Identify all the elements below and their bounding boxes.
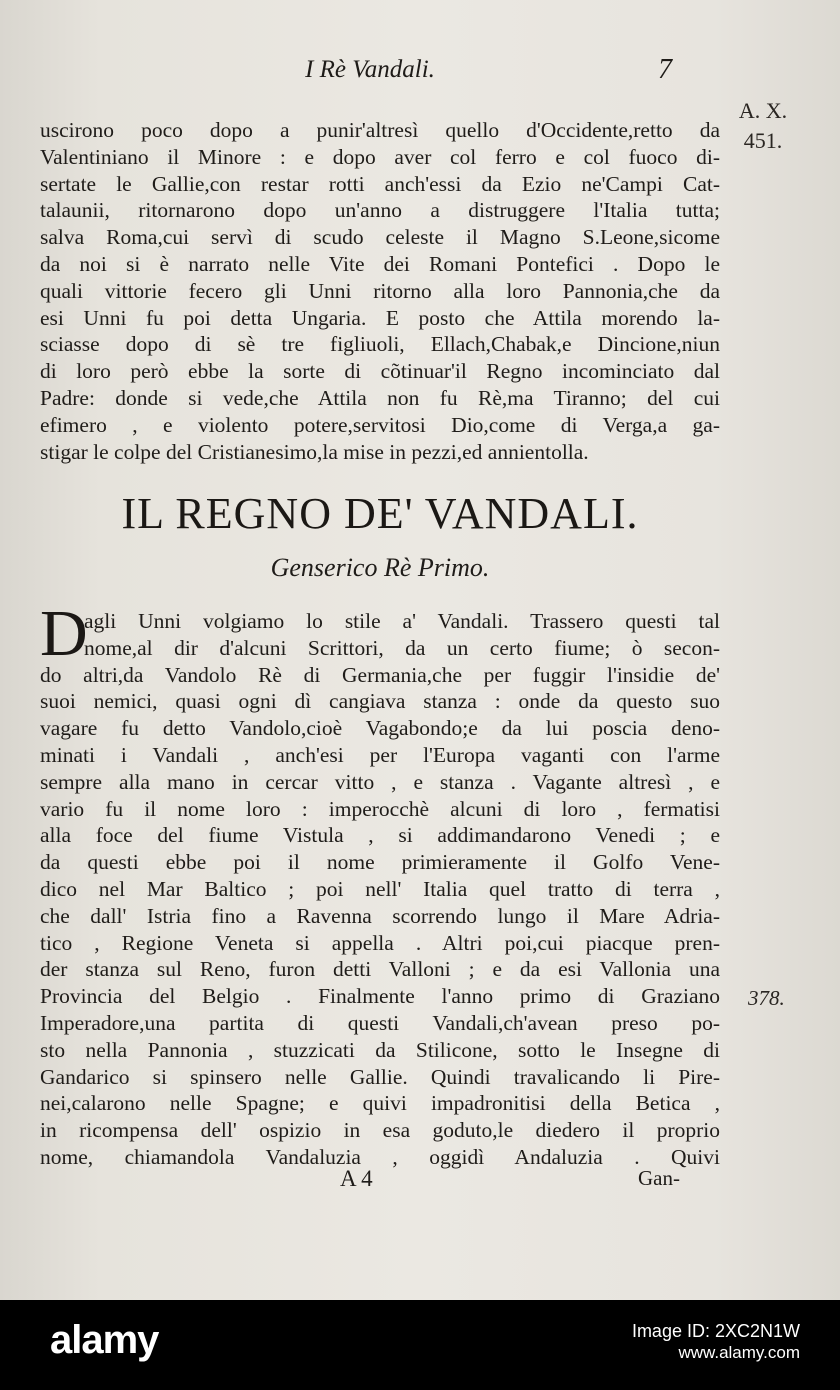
text-line: in ricompensa dell' ospizio in esa goduto,le diedero il proprio (40, 1118, 720, 1143)
text-line: nei,calarono nelle Spagne; e quivi impadronitisi della Betica , (40, 1091, 720, 1116)
text-line: nome, chiamandola Vandaluzia , oggidì Andaluzia . Quivi (40, 1144, 720, 1169)
margin-note-year (728, 96, 798, 156)
text-line: uscirono poco dopo a punir'altresì quello d'Occidente,retto da (40, 118, 720, 142)
text-line: sertate le Gallie,con restar rotti anch'essi da Ezio ne'Campi Cat- (40, 171, 720, 196)
text-line: stigar le colpe del Cristianesimo,la mise in pezzi,ed annientolla. (40, 439, 589, 464)
margin-note-378: 378. (748, 986, 785, 1010)
running-title: I Rè Vandali. (305, 56, 435, 83)
catchword: Gan- (638, 1166, 680, 1190)
text-line: Valentiniano il Minore : e dopo aver col ferro e col fuoco di- (40, 144, 720, 169)
paragraph-attila (40, 117, 720, 465)
text-line: tico , Regione Veneta si appella . Altri poi,cui piacque pren- (40, 930, 720, 955)
text-line: suoi nemici, quasi ogni dì cangiava stanza : onde da questo suo (40, 689, 720, 714)
margin-note-era: A. X. (738, 98, 788, 123)
paragraph-vandali (40, 597, 720, 1171)
section-subheading: Genserico Rè Primo. (270, 553, 490, 582)
text-line: minati i Vandali , anch'esi per l'Europa vaganti con l'arme (40, 742, 720, 767)
signature-mark: A 4 (340, 1166, 373, 1191)
text-line: quali vittorie fecero gli Unni ritorno alla loro Pannonia,che da (40, 278, 720, 303)
text-line: che dall' Istria fino a Ravenna scorrendo lungo il Mare Adria- (40, 903, 720, 928)
text-line: Padre: donde si vede,che Attila non fu Rè,ma Tiranno; del cui (40, 385, 720, 410)
stock-info (632, 1320, 800, 1364)
text-line: sciasse dopo di sè tre figliuoli, Ellach,Chabak,e Dincione,niun (40, 332, 720, 357)
text-line: efimero , e violento potere,servitosi Dio,come di Verga,a ga- (40, 412, 720, 437)
text-line: talaunii, ritornarono dopo un'anno a distruggere l'Italia tutta; (40, 198, 720, 223)
text-line: vagare fu detto Vandolo,cioè Vagabondo;e da lui poscia deno- (40, 716, 720, 741)
text-line: der stanza sul Reno, furon detti Valloni ; e da esi Vallonia una (40, 957, 720, 982)
alamy-logo: alamy (50, 1318, 159, 1362)
text-line: di loro però ebbe la sorte di cõtinuar'il Regno incominciato dal (40, 359, 720, 384)
margin-note-number: 451. (743, 128, 783, 153)
text-line: sempre alla mano in cercar vitto , e stanza . Vagante altresì , e (40, 769, 720, 794)
text-line: nome,al dir d'alcuni Scrittori, da un certo fiume; ò secon- (84, 635, 720, 660)
text-line: esi Unni fu poi detta Ungaria. E posto che Attila morendo la- (40, 305, 720, 330)
image-id: Image ID: 2XC2N1W (631, 1321, 800, 1341)
text-line: salva Roma,cui servì di scudo celeste il Magno S.Leone,sicome (40, 225, 720, 250)
text-line: dico nel Mar Baltico ; poi nell' Italia quel tratto di terra , (40, 876, 720, 901)
section-heading: IL REGNO DE' VANDALI. (121, 489, 639, 538)
text-line: sto nella Pannonia , stuzzicati da Stilicone, sotto le Insegne di (40, 1037, 720, 1062)
stock-url: www.alamy.com (678, 1343, 800, 1362)
page-number: 7 (658, 54, 672, 85)
text-line: vario fu il nome loro : imperocchè alcuni di loro , fermatisi (40, 796, 720, 821)
text-line: Imperadore,una partita di questi Vandali,ch'avean preso po- (40, 1010, 720, 1035)
drop-cap: D (40, 597, 88, 670)
text-line: agli Unni volgiamo lo stile a' Vandali. Trassero questi tal (84, 609, 720, 633)
text-line: da noi si è narrato nelle Vite dei Romani Pontefici . Dopo le (40, 251, 720, 276)
text-line: Gandarico si spinsero nelle Gallie. Quindi travalicando li Pire- (40, 1064, 720, 1089)
text-line: da questi ebbe poi il nome primieramente il Golfo Vene- (40, 850, 720, 875)
text-line: alla foce del fiume Vistula , si addimandarono Venedi ; e (40, 823, 720, 848)
text-line: Provincia del Belgio . Finalmente l'anno primo di Graziano (40, 984, 720, 1009)
text-line: do altri,da Vandolo Rè di Germania,che per fuggir l'insidie de' (40, 662, 720, 687)
